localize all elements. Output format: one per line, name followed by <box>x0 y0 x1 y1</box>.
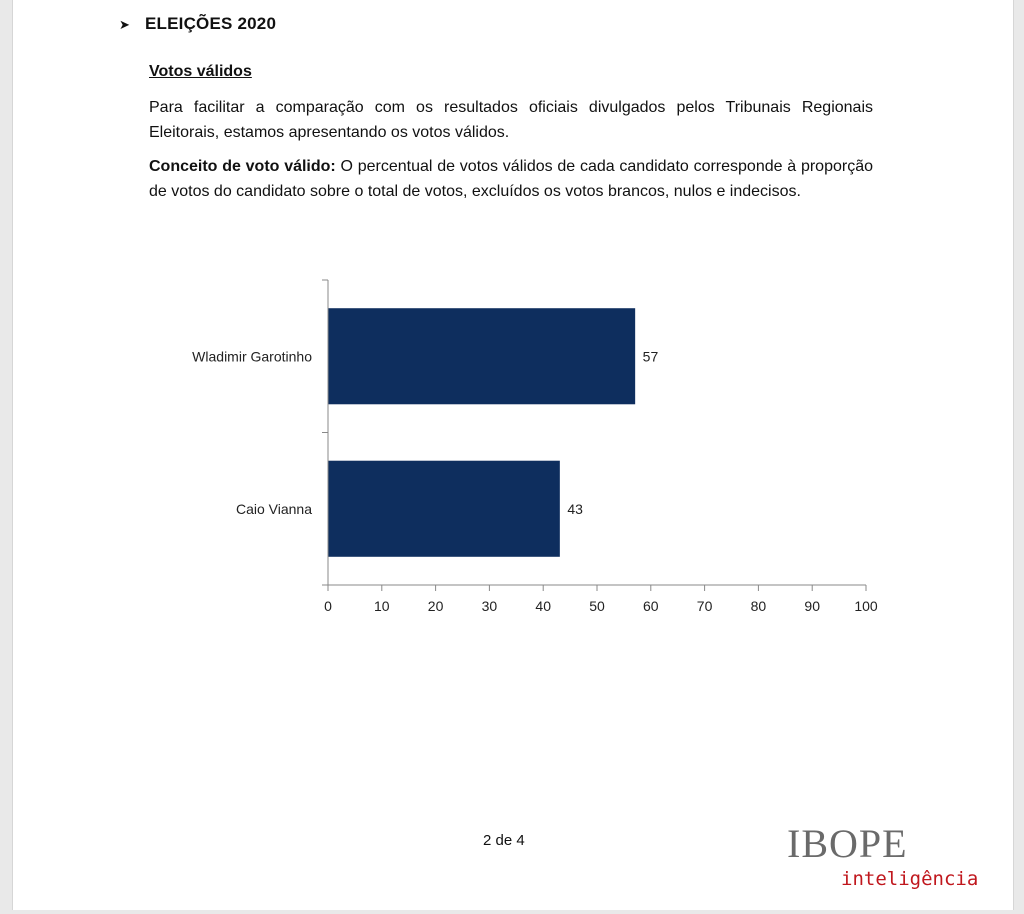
category-label: Wladimir Garotinho <box>192 348 312 365</box>
definition-text: O percentual de votos válidos de cada candidato corresponde à proporção de votos do candidato sobre o total de votos, excluídos os votos brancos, nulos e indecisos. <box>149 158 873 200</box>
x-tick-label: 90 <box>804 598 820 614</box>
definition-term: Conceito de voto válido: <box>149 158 336 175</box>
votes-chart-svg <box>13 270 1013 630</box>
logo-brand: IBOPE <box>787 821 908 866</box>
category-label: Caio Vianna <box>235 500 312 517</box>
data-label: 43 <box>567 500 583 517</box>
x-tick-label: 50 <box>589 598 605 614</box>
bar-1 <box>329 308 636 404</box>
definition-paragraph <box>149 154 873 204</box>
x-tick-label: 30 <box>481 598 498 614</box>
x-tick-label: 80 <box>750 598 767 614</box>
votes-chart <box>13 270 1013 630</box>
ibope-logo <box>787 822 977 892</box>
x-tick-label: 10 <box>374 598 390 614</box>
bar-2 <box>329 461 560 557</box>
subtitle: Votos válidos <box>149 63 252 80</box>
x-tick-label: 60 <box>643 598 659 614</box>
logo-sub: inteligência <box>841 868 979 890</box>
document-page <box>12 0 1014 910</box>
data-label: 57 <box>642 348 659 365</box>
x-tick-label: 70 <box>696 598 713 614</box>
x-tick-label: 100 <box>854 598 878 614</box>
page-number: 2 de 4 <box>483 832 525 849</box>
x-tick-label: 20 <box>427 598 444 614</box>
section-title: ELEIÇÕES 2020 <box>145 14 277 33</box>
x-tick-label: 0 <box>324 598 332 614</box>
section-heading <box>119 14 276 34</box>
arrow-bullet-icon: ➤ <box>119 17 131 32</box>
x-tick-label: 40 <box>535 598 551 614</box>
intro-paragraph: Para facilitar a comparação com os resultados oficiais divulgados pelos Tribunais Regionais Eleitorais, estamos apresentando os votos válidos. <box>149 99 873 141</box>
